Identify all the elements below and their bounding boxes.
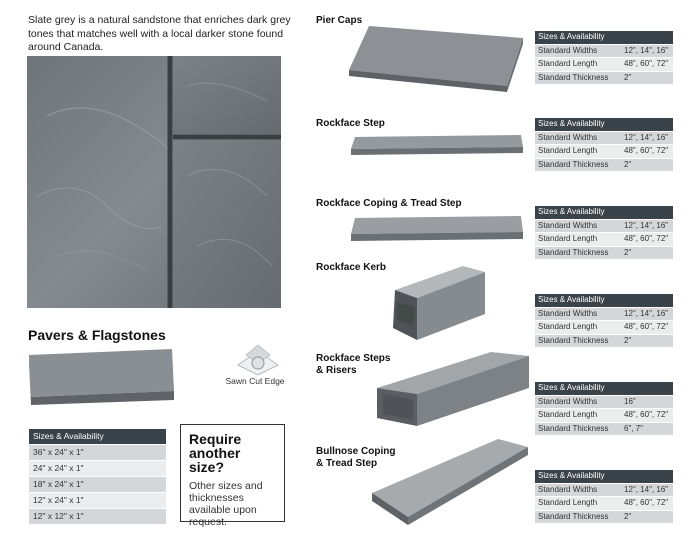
spec-key: Standard Length <box>538 322 598 331</box>
spec-key: Standard Widths <box>538 220 598 230</box>
require-size-box <box>180 424 285 528</box>
product-title-pier-caps: Pier Caps <box>316 15 363 26</box>
spec-key: Standard Widths <box>538 45 598 55</box>
spec-row <box>535 247 673 260</box>
spec-table-pier-caps <box>535 31 673 84</box>
spec-key: Standard Widths <box>538 132 598 142</box>
slate-texture-image <box>27 56 281 308</box>
pier-cap-image <box>347 24 527 92</box>
spec-row <box>535 159 673 172</box>
spec-row <box>535 497 673 510</box>
pavers-table-header: Sizes & Availability <box>29 429 166 444</box>
spec-value: 12", 14", 16" <box>624 132 669 142</box>
spec-table-bullnose-coping <box>535 470 673 523</box>
spec-value: 12", 14", 16" <box>624 220 669 230</box>
spec-key: Standard Thickness <box>538 159 609 169</box>
spec-value: 48", 60", 72" <box>624 59 669 68</box>
spec-key: Standard Thickness <box>538 72 609 82</box>
pavers-size-row: 12" x 24" x 1" <box>29 493 166 508</box>
spec-value: 12", 14", 16" <box>624 308 669 318</box>
spec-row <box>535 321 673 334</box>
spec-value: 2" <box>624 335 632 345</box>
spec-header: Sizes & Availability <box>535 206 673 219</box>
spec-row <box>535 132 673 145</box>
pavers-sizes-table <box>29 429 166 524</box>
spec-row <box>535 45 673 58</box>
spec-row <box>535 145 673 158</box>
product-title-rockface-step: Rockface Step <box>316 118 385 129</box>
pavers-size-row: 36" x 24" x 1" <box>29 445 166 460</box>
spec-key: Standard Thickness <box>538 423 609 433</box>
spec-row <box>535 484 673 497</box>
rockface-steps-risers-image <box>373 350 531 430</box>
pavers-size-row: 24" x 24" x 1" <box>29 461 166 476</box>
spec-key: Standard Widths <box>538 396 598 406</box>
spec-row <box>535 308 673 321</box>
spec-key: Standard Length <box>538 146 598 155</box>
spec-header: Sizes & Availability <box>535 31 673 44</box>
spec-row <box>535 233 673 246</box>
spec-value: 12", 14", 16" <box>624 484 669 494</box>
spec-row <box>535 409 673 422</box>
pavers-size-row: 12" x 12" x 1" <box>29 509 166 524</box>
spec-value: 6", 7" <box>624 423 644 433</box>
spec-value: 48", 60", 72" <box>624 146 669 155</box>
spec-key: Standard Length <box>538 410 598 419</box>
product-title-rockface-kerb: Rockface Kerb <box>316 262 387 273</box>
spec-key: Standard Thickness <box>538 247 609 257</box>
spec-table-rockface-step <box>535 118 673 171</box>
intro-text: Slate grey is a natural sandstone that enriches dark grey tones that matches well with a local darker stone found around Canada. <box>28 14 291 53</box>
spec-value: 48", 60", 72" <box>624 234 669 243</box>
sawn-cut-edge-label: Sawn Cut Edge <box>225 376 285 386</box>
spec-header: Sizes & Availability <box>535 294 673 307</box>
paver-slab-image <box>27 345 177 405</box>
spec-table-rockface-kerb <box>535 294 673 347</box>
spec-row <box>535 58 673 71</box>
spec-key: Standard Widths <box>538 484 598 494</box>
product-title-rockface-steps-risers: Rockface Steps & Risers <box>316 353 391 376</box>
spec-row <box>535 511 673 524</box>
spec-row <box>535 220 673 233</box>
rockface-step-image <box>349 133 525 159</box>
product-title-rockface-coping: Rockface Coping & Tread Step <box>316 198 462 209</box>
spec-value: 12", 14", 16" <box>624 45 669 55</box>
spec-key: Standard Length <box>538 234 598 243</box>
rockface-kerb-image <box>385 262 490 344</box>
spec-value: 48", 60", 72" <box>624 322 669 331</box>
pavers-size-row: 18" x 24" x 1" <box>29 477 166 492</box>
spec-key: Standard Thickness <box>538 511 609 521</box>
spec-table-rockface-steps-risers <box>535 382 673 435</box>
spec-key: Standard Thickness <box>538 335 609 345</box>
spec-row <box>535 423 673 436</box>
spec-row <box>535 396 673 409</box>
spec-value: 2" <box>624 159 632 169</box>
bullnose-coping-image <box>370 437 532 529</box>
require-heading: Require another size? <box>189 431 242 475</box>
spec-value: 2" <box>624 247 632 257</box>
spec-key: Standard Widths <box>538 308 598 318</box>
rockface-coping-image <box>349 214 525 244</box>
spec-key: Standard Length <box>538 498 598 507</box>
spec-value: 48", 60", 72" <box>624 498 669 507</box>
spec-header: Sizes & Availability <box>535 470 673 483</box>
spec-row <box>535 335 673 348</box>
spec-header: Sizes & Availability <box>535 118 673 131</box>
pavers-title: Pavers & Flagstones <box>28 327 166 343</box>
spec-value: 48", 60", 72" <box>624 410 669 419</box>
product-title-bullnose-coping: Bullnose Coping & Tread Step <box>316 446 396 469</box>
spec-value: 2" <box>624 511 632 521</box>
spec-row <box>535 72 673 85</box>
spec-value: 2" <box>624 72 632 82</box>
spec-header: Sizes & Availability <box>535 382 673 395</box>
spec-key: Standard Length <box>538 59 598 68</box>
require-body: Other sizes and thicknesses available upon request. <box>189 480 263 528</box>
spec-table-rockface-coping <box>535 206 673 259</box>
spec-value: 16" <box>624 396 636 406</box>
